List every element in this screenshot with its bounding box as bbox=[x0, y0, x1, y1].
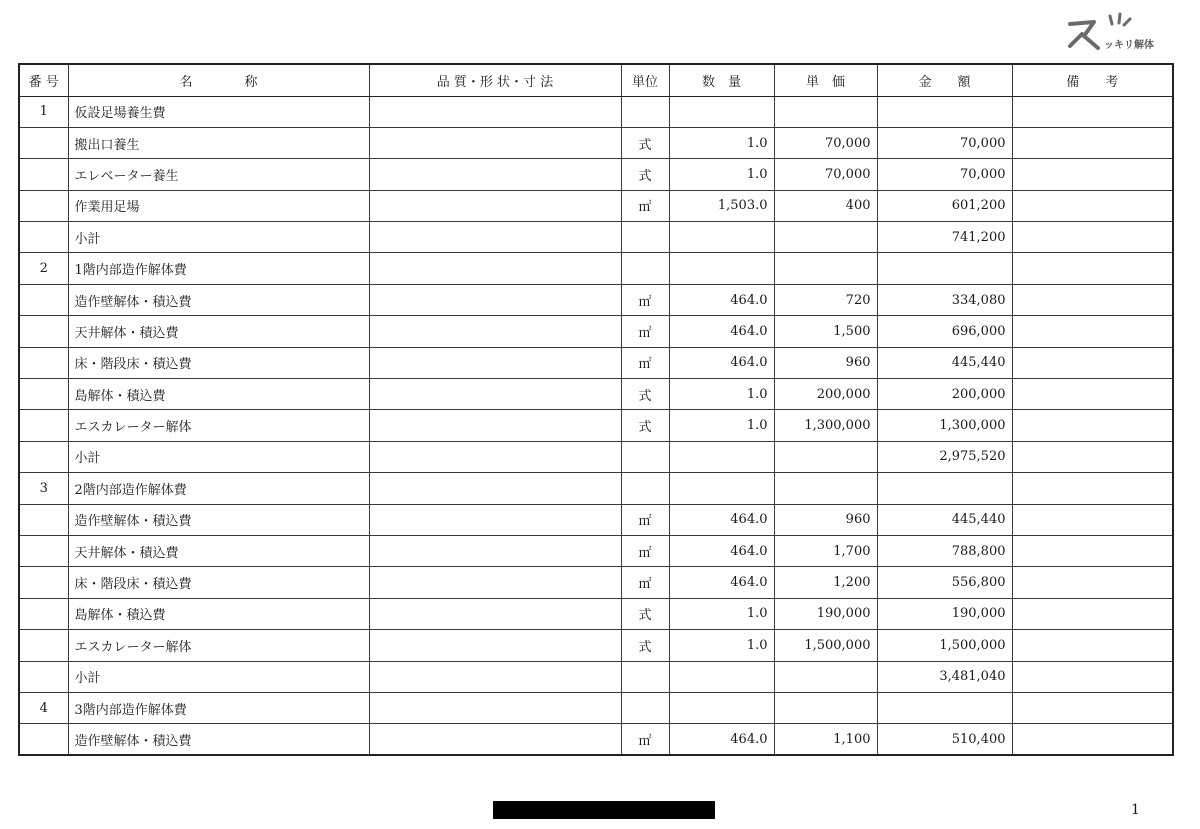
item-spec bbox=[369, 253, 621, 284]
item-note bbox=[1012, 724, 1173, 755]
item-note bbox=[1012, 316, 1173, 347]
row-number bbox=[19, 630, 68, 661]
item-quantity bbox=[669, 96, 774, 127]
item-quantity: 464.0 bbox=[669, 284, 774, 315]
table-row bbox=[19, 159, 1173, 190]
table-row bbox=[19, 535, 1173, 566]
item-unit: ㎡ bbox=[621, 190, 669, 221]
item-unit-price: 400 bbox=[774, 190, 877, 221]
item-unit-price: 1,200 bbox=[774, 567, 877, 598]
logo-text: ッキリ解体 bbox=[1104, 40, 1154, 51]
item-amount: 70,000 bbox=[877, 127, 1012, 158]
row-number bbox=[19, 284, 68, 315]
item-note bbox=[1012, 661, 1173, 692]
item-spec bbox=[369, 661, 621, 692]
row-number bbox=[19, 159, 68, 190]
table-row bbox=[19, 504, 1173, 535]
item-unit bbox=[621, 661, 669, 692]
table-row bbox=[19, 567, 1173, 598]
row-number: 3 bbox=[19, 473, 68, 504]
item-unit: 式 bbox=[621, 598, 669, 629]
item-amount: 190,000 bbox=[877, 598, 1012, 629]
item-name: 3階内部造作解体費 bbox=[68, 692, 369, 723]
item-unit bbox=[621, 222, 669, 253]
item-amount bbox=[877, 692, 1012, 723]
item-note bbox=[1012, 504, 1173, 535]
item-quantity: 464.0 bbox=[669, 347, 774, 378]
item-note bbox=[1012, 379, 1173, 410]
item-spec bbox=[369, 159, 621, 190]
item-name: エレベーター養生 bbox=[68, 159, 369, 190]
item-unit-price: 190,000 bbox=[774, 598, 877, 629]
item-unit: ㎡ bbox=[621, 567, 669, 598]
header-quantity: 数 量 bbox=[669, 64, 774, 96]
item-spec bbox=[369, 630, 621, 661]
item-unit: 式 bbox=[621, 159, 669, 190]
item-unit bbox=[621, 692, 669, 723]
item-quantity: 464.0 bbox=[669, 724, 774, 755]
item-note bbox=[1012, 692, 1173, 723]
item-quantity: 1.0 bbox=[669, 127, 774, 158]
item-unit-price bbox=[774, 661, 877, 692]
item-unit: 式 bbox=[621, 379, 669, 410]
item-unit-price: 1,100 bbox=[774, 724, 877, 755]
item-name: 床・階段床・積込費 bbox=[68, 567, 369, 598]
item-unit: ㎡ bbox=[621, 316, 669, 347]
subtotal-row bbox=[19, 661, 1173, 692]
row-number bbox=[19, 347, 68, 378]
item-spec bbox=[369, 222, 621, 253]
row-number bbox=[19, 410, 68, 441]
item-name: 島解体・積込費 bbox=[68, 598, 369, 629]
item-quantity: 464.0 bbox=[669, 504, 774, 535]
table-header-row bbox=[19, 64, 1173, 96]
row-number bbox=[19, 567, 68, 598]
item-name: 天井解体・積込費 bbox=[68, 316, 369, 347]
header-spec: 品 質・形 状・寸 法 bbox=[369, 64, 621, 96]
table-row bbox=[19, 724, 1173, 755]
item-unit-price: 1,500,000 bbox=[774, 630, 877, 661]
row-number bbox=[19, 222, 68, 253]
item-unit: ㎡ bbox=[621, 724, 669, 755]
item-note bbox=[1012, 222, 1173, 253]
item-spec bbox=[369, 692, 621, 723]
redaction-bar bbox=[493, 801, 715, 819]
item-spec bbox=[369, 724, 621, 755]
item-unit-price bbox=[774, 222, 877, 253]
item-unit-price: 200,000 bbox=[774, 379, 877, 410]
item-quantity bbox=[669, 441, 774, 472]
item-name: 2階内部造作解体費 bbox=[68, 473, 369, 504]
item-spec bbox=[369, 379, 621, 410]
item-name: エスカレーター解体 bbox=[68, 410, 369, 441]
page-number: 1 bbox=[1131, 802, 1140, 818]
item-unit-price: 1,500 bbox=[774, 316, 877, 347]
item-quantity: 1.0 bbox=[669, 159, 774, 190]
item-name: 小計 bbox=[68, 661, 369, 692]
item-unit-price: 1,700 bbox=[774, 535, 877, 566]
row-number bbox=[19, 316, 68, 347]
item-note bbox=[1012, 96, 1173, 127]
item-note bbox=[1012, 567, 1173, 598]
row-number bbox=[19, 190, 68, 221]
row-number bbox=[19, 379, 68, 410]
item-quantity: 1.0 bbox=[669, 598, 774, 629]
item-quantity bbox=[669, 473, 774, 504]
item-amount: 3,481,040 bbox=[877, 661, 1012, 692]
item-unit-price: 960 bbox=[774, 347, 877, 378]
item-unit-price bbox=[774, 473, 877, 504]
row-number bbox=[19, 127, 68, 158]
item-unit: ㎡ bbox=[621, 535, 669, 566]
item-amount: 510,400 bbox=[877, 724, 1012, 755]
item-name: 造作壁解体・積込費 bbox=[68, 724, 369, 755]
item-spec bbox=[369, 127, 621, 158]
row-number: 2 bbox=[19, 253, 68, 284]
table-row bbox=[19, 379, 1173, 410]
item-spec bbox=[369, 441, 621, 472]
item-amount: 2,975,520 bbox=[877, 441, 1012, 472]
item-note bbox=[1012, 441, 1173, 472]
subtotal-row bbox=[19, 441, 1173, 472]
item-name: 作業用足場 bbox=[68, 190, 369, 221]
item-quantity: 464.0 bbox=[669, 316, 774, 347]
table-row bbox=[19, 598, 1173, 629]
subtotal-row bbox=[19, 222, 1173, 253]
item-unit: 式 bbox=[621, 127, 669, 158]
item-amount: 1,300,000 bbox=[877, 410, 1012, 441]
item-unit-price: 70,000 bbox=[774, 127, 877, 158]
header-name: 名 称 bbox=[68, 64, 369, 96]
item-amount: 788,800 bbox=[877, 535, 1012, 566]
table-row bbox=[19, 284, 1173, 315]
brand-logo bbox=[1064, 10, 1182, 54]
item-spec bbox=[369, 535, 621, 566]
row-number bbox=[19, 724, 68, 755]
item-amount: 556,800 bbox=[877, 567, 1012, 598]
table-row bbox=[19, 316, 1173, 347]
item-note bbox=[1012, 253, 1173, 284]
item-note bbox=[1012, 410, 1173, 441]
item-note bbox=[1012, 473, 1173, 504]
section-row bbox=[19, 692, 1173, 723]
item-spec bbox=[369, 190, 621, 221]
section-row bbox=[19, 253, 1173, 284]
item-amount: 1,500,000 bbox=[877, 630, 1012, 661]
item-quantity: 1.0 bbox=[669, 630, 774, 661]
item-name: 小計 bbox=[68, 441, 369, 472]
item-unit: 式 bbox=[621, 630, 669, 661]
header-unit-price: 単 価 bbox=[774, 64, 877, 96]
item-note bbox=[1012, 535, 1173, 566]
item-unit bbox=[621, 253, 669, 284]
row-number bbox=[19, 598, 68, 629]
item-amount: 696,000 bbox=[877, 316, 1012, 347]
section-row bbox=[19, 473, 1173, 504]
table-row bbox=[19, 630, 1173, 661]
item-amount: 70,000 bbox=[877, 159, 1012, 190]
item-note bbox=[1012, 284, 1173, 315]
item-name: エスカレーター解体 bbox=[68, 630, 369, 661]
section-row bbox=[19, 96, 1173, 127]
item-amount: 445,440 bbox=[877, 347, 1012, 378]
item-quantity: 1.0 bbox=[669, 410, 774, 441]
item-amount bbox=[877, 473, 1012, 504]
item-note bbox=[1012, 347, 1173, 378]
item-spec bbox=[369, 504, 621, 535]
item-unit-price: 960 bbox=[774, 504, 877, 535]
row-number bbox=[19, 661, 68, 692]
item-unit-price bbox=[774, 692, 877, 723]
header-amount: 金 額 bbox=[877, 64, 1012, 96]
item-quantity bbox=[669, 222, 774, 253]
row-number bbox=[19, 504, 68, 535]
item-name: 天井解体・積込費 bbox=[68, 535, 369, 566]
item-name: 小計 bbox=[68, 222, 369, 253]
item-quantity: 464.0 bbox=[669, 535, 774, 566]
item-note bbox=[1012, 127, 1173, 158]
item-quantity bbox=[669, 661, 774, 692]
table-row bbox=[19, 410, 1173, 441]
item-name: 造作壁解体・積込費 bbox=[68, 504, 369, 535]
item-unit-price: 1,300,000 bbox=[774, 410, 877, 441]
row-number: 4 bbox=[19, 692, 68, 723]
item-amount bbox=[877, 96, 1012, 127]
row-number bbox=[19, 535, 68, 566]
item-unit bbox=[621, 96, 669, 127]
item-unit-price bbox=[774, 253, 877, 284]
item-quantity: 1.0 bbox=[669, 379, 774, 410]
item-note bbox=[1012, 159, 1173, 190]
item-spec bbox=[369, 410, 621, 441]
item-quantity: 464.0 bbox=[669, 567, 774, 598]
header-note: 備 考 bbox=[1012, 64, 1173, 96]
item-spec bbox=[369, 473, 621, 504]
item-amount: 334,080 bbox=[877, 284, 1012, 315]
item-unit: ㎡ bbox=[621, 504, 669, 535]
item-amount: 601,200 bbox=[877, 190, 1012, 221]
table-row bbox=[19, 127, 1173, 158]
item-spec bbox=[369, 347, 621, 378]
estimate-table bbox=[18, 63, 1174, 756]
item-name: 床・階段床・積込費 bbox=[68, 347, 369, 378]
item-spec bbox=[369, 567, 621, 598]
item-note bbox=[1012, 598, 1173, 629]
item-spec bbox=[369, 598, 621, 629]
item-quantity: 1,503.0 bbox=[669, 190, 774, 221]
item-unit-price bbox=[774, 441, 877, 472]
item-amount bbox=[877, 253, 1012, 284]
item-name: 1階内部造作解体費 bbox=[68, 253, 369, 284]
item-note bbox=[1012, 630, 1173, 661]
item-unit: 式 bbox=[621, 410, 669, 441]
item-spec bbox=[369, 316, 621, 347]
header-unit: 単位 bbox=[621, 64, 669, 96]
item-unit-price: 720 bbox=[774, 284, 877, 315]
item-spec bbox=[369, 284, 621, 315]
item-unit: ㎡ bbox=[621, 347, 669, 378]
item-spec bbox=[369, 96, 621, 127]
item-quantity bbox=[669, 692, 774, 723]
header-no: 番 号 bbox=[19, 64, 68, 96]
table-row bbox=[19, 347, 1173, 378]
item-name: 搬出口養生 bbox=[68, 127, 369, 158]
item-name: 造作壁解体・積込費 bbox=[68, 284, 369, 315]
item-name: 島解体・積込費 bbox=[68, 379, 369, 410]
item-name: 仮設足場養生費 bbox=[68, 96, 369, 127]
table-row bbox=[19, 190, 1173, 221]
item-note bbox=[1012, 190, 1173, 221]
item-unit-price bbox=[774, 96, 877, 127]
item-unit bbox=[621, 441, 669, 472]
item-amount: 741,200 bbox=[877, 222, 1012, 253]
item-amount: 445,440 bbox=[877, 504, 1012, 535]
item-unit-price: 70,000 bbox=[774, 159, 877, 190]
item-amount: 200,000 bbox=[877, 379, 1012, 410]
item-quantity bbox=[669, 253, 774, 284]
item-unit: ㎡ bbox=[621, 284, 669, 315]
item-unit bbox=[621, 473, 669, 504]
row-number bbox=[19, 441, 68, 472]
row-number: 1 bbox=[19, 96, 68, 127]
